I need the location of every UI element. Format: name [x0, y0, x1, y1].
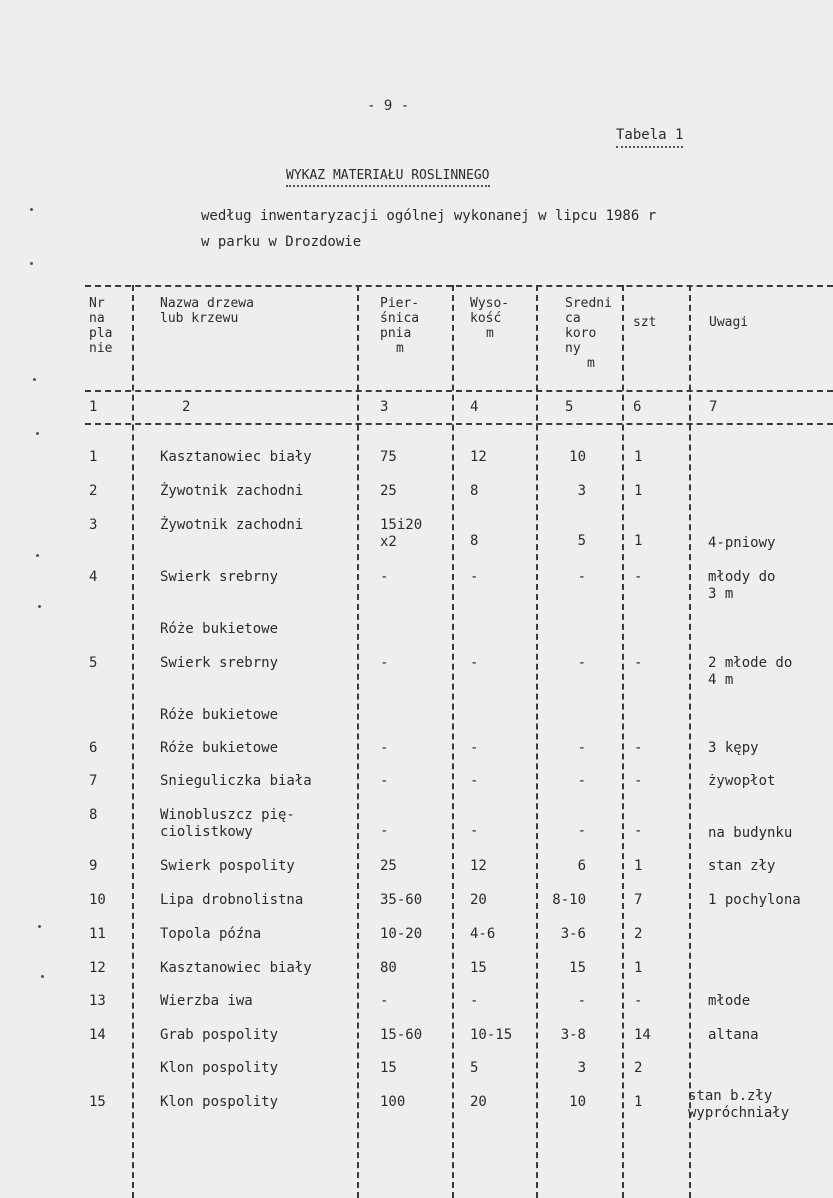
- cell-line: Winobluszcz pię-: [160, 807, 295, 823]
- cell-line: x2: [380, 534, 397, 550]
- cell-crown: -: [577, 993, 586, 1009]
- cell-name: [160, 807, 352, 841]
- table-label: Tabela 1: [616, 127, 683, 148]
- column-divider: [689, 285, 691, 1198]
- cell-height: -: [470, 569, 479, 585]
- cell-name: Klon pospolity: [160, 1094, 279, 1110]
- cell-notes: 3 kępy: [708, 740, 759, 756]
- margin-dot: [30, 262, 33, 265]
- cell-notes: na budynku: [708, 825, 793, 841]
- header-text: Wyso-: [470, 296, 510, 311]
- header-text: Nazwa drzewa: [160, 296, 254, 311]
- cell-notes: stan zły: [708, 858, 776, 874]
- column-divider: [132, 285, 134, 1198]
- header-count: [633, 315, 656, 330]
- column-number: 4: [470, 399, 479, 415]
- cell-line: wypróchniały: [688, 1105, 790, 1121]
- column-divider: [622, 285, 624, 1198]
- cell-count: -: [634, 569, 643, 585]
- cell-height: 4-6: [470, 926, 496, 942]
- header-notes: [709, 315, 748, 330]
- cell-height: 15: [470, 960, 487, 976]
- cell-name: Lipa drobnolistna: [160, 892, 304, 908]
- cell-height: 8: [470, 533, 479, 549]
- cell-circ: 35-60: [380, 892, 423, 908]
- cell-nr: 11: [89, 926, 106, 942]
- cell-name: Swierk srebrny: [160, 655, 279, 671]
- cell-line: młody do: [708, 569, 776, 585]
- header-text: koro: [565, 326, 597, 341]
- header-bottom-rule: [85, 390, 833, 392]
- cell-circ: 25: [380, 483, 397, 499]
- cell-count: -: [634, 823, 643, 839]
- margin-dot: [38, 605, 41, 608]
- cell-line: 4 m: [708, 672, 734, 688]
- cell-notes: żywopłot: [708, 773, 776, 789]
- header-text: na: [89, 311, 105, 326]
- cell-circ: -: [380, 740, 389, 756]
- cell-height: -: [470, 655, 479, 671]
- header-text: Pier-: [380, 296, 420, 311]
- header-text: ny: [565, 341, 581, 356]
- header-crown: [565, 296, 612, 371]
- cell-circ: 10-20: [380, 926, 423, 942]
- cell-crown: 6: [577, 858, 586, 874]
- table-top-rule: [85, 285, 833, 287]
- cell-name: Róże bukietowe: [160, 707, 279, 723]
- cell-name: Grab pospolity: [160, 1027, 279, 1043]
- cell-count: 7: [634, 892, 643, 908]
- cell-height: 20: [470, 1094, 487, 1110]
- cell-nr: 10: [89, 892, 106, 908]
- cell-line: 15i20: [380, 517, 423, 533]
- header-text: m: [587, 356, 595, 371]
- header-name: [160, 296, 254, 326]
- cell-name: Wierzba iwa: [160, 993, 253, 1009]
- page-number: - 9 -: [367, 98, 410, 114]
- margin-dot: [30, 208, 33, 211]
- header-text: szt: [633, 315, 657, 330]
- cell-crown: -: [577, 773, 586, 789]
- cell-height: 20: [470, 892, 487, 908]
- cell-line: 2 młode do: [708, 655, 793, 671]
- cell-nr: 5: [89, 655, 98, 671]
- cell-count: 2: [634, 1060, 643, 1076]
- cell-count: 1: [634, 483, 643, 499]
- cell-notes: [708, 569, 830, 603]
- cell-count: 2: [634, 926, 643, 942]
- cell-nr: 4: [89, 569, 98, 585]
- cell-height: -: [470, 993, 479, 1009]
- cell-crown: 3-8: [560, 1027, 586, 1043]
- cell-crown: 3-6: [560, 926, 586, 942]
- cell-nr: 13: [89, 993, 106, 1009]
- cell-height: 8: [470, 483, 479, 499]
- cell-name: Żywotnik zachodni: [160, 483, 304, 499]
- header-text: m: [486, 326, 494, 341]
- cell-nr: 12: [89, 960, 106, 976]
- cell-circ: 15: [380, 1060, 397, 1076]
- cell-name: Swierk pospolity: [160, 858, 295, 874]
- header-text: Sredni: [565, 296, 612, 311]
- header-text: śnica: [380, 311, 420, 326]
- cell-height: -: [470, 773, 479, 789]
- cell-circ: -: [380, 655, 389, 671]
- cell-nr: 15: [89, 1094, 106, 1110]
- cell-name: Swierk srebrny: [160, 569, 279, 585]
- cell-crown: 15: [569, 960, 586, 976]
- header-text: nie: [89, 341, 113, 356]
- cell-crown: 10: [569, 1094, 586, 1110]
- header-text: ca: [565, 311, 581, 326]
- cell-line: ciolistkowy: [160, 824, 253, 840]
- cell-crown: -: [577, 569, 586, 585]
- column-number: 3: [380, 399, 389, 415]
- cell-nr: 7: [89, 773, 98, 789]
- header-text: lub krzewu: [160, 311, 239, 326]
- header-text: m: [396, 341, 404, 356]
- cell-crown: 10: [569, 449, 586, 465]
- margin-dot: [33, 378, 36, 381]
- cell-name: Klon pospolity: [160, 1060, 279, 1076]
- column-number: 2: [182, 399, 191, 415]
- cell-name: Kasztanowiec biały: [160, 960, 312, 976]
- header-text: Nr: [89, 296, 105, 311]
- cell-height: -: [470, 823, 479, 839]
- cell-nr: 9: [89, 858, 98, 874]
- cell-nr: 6: [89, 740, 98, 756]
- cell-name: Snieguliczka biała: [160, 773, 312, 789]
- column-number: 6: [633, 399, 642, 415]
- column-number: 7: [709, 399, 718, 415]
- subtitle-line-1: według inwentaryzacji ogólnej wykonanej w lipcu 1986 r: [201, 208, 657, 224]
- cell-height: 5: [470, 1060, 479, 1076]
- cell-crown: 3: [577, 1060, 586, 1076]
- cell-notes: altana: [708, 1027, 759, 1043]
- cell-circ: 15-60: [380, 1027, 423, 1043]
- header-text: pnia: [380, 326, 412, 341]
- cell-count: 14: [634, 1027, 651, 1043]
- cell-nr: 3: [89, 517, 98, 533]
- cell-circ: -: [380, 823, 389, 839]
- cell-count: 1: [634, 533, 643, 549]
- cell-count: 1: [634, 449, 643, 465]
- cell-crown: -: [577, 740, 586, 756]
- cell-count: -: [634, 740, 643, 756]
- column-divider: [536, 285, 538, 1198]
- column-number: 1: [89, 399, 98, 415]
- cell-notes: [688, 1088, 810, 1122]
- header-height: [470, 296, 509, 341]
- cell-count: 1: [634, 1094, 643, 1110]
- cell-crown: 8-10: [552, 892, 586, 908]
- cell-nr: 1: [89, 449, 98, 465]
- cell-name: Topola późna: [160, 926, 262, 942]
- column-number: 5: [565, 399, 574, 415]
- margin-dot: [36, 432, 39, 435]
- cell-notes: 1 pochylona: [708, 892, 801, 908]
- cell-count: -: [634, 993, 643, 1009]
- table-heading: WYKAZ MATERIAŁU ROSLINNEGO: [286, 168, 490, 187]
- cell-crown: -: [577, 655, 586, 671]
- margin-dot: [41, 975, 44, 978]
- cell-circ: [380, 517, 440, 551]
- cell-count: -: [634, 773, 643, 789]
- cell-notes: młode: [708, 993, 751, 1009]
- cell-height: 12: [470, 449, 487, 465]
- header-circumference: [380, 296, 419, 356]
- cell-crown: 3: [577, 483, 586, 499]
- cell-name: Kasztanowiec biały: [160, 449, 312, 465]
- cell-count: 1: [634, 858, 643, 874]
- cell-name: Róże bukietowe: [160, 621, 279, 637]
- cell-circ: -: [380, 569, 389, 585]
- colnum-bottom-rule: [85, 423, 833, 425]
- header-text: Uwagi: [709, 315, 749, 330]
- cell-height: -: [470, 740, 479, 756]
- cell-count: 1: [634, 960, 643, 976]
- margin-dot: [36, 554, 39, 557]
- column-divider: [357, 285, 359, 1198]
- cell-height: 12: [470, 858, 487, 874]
- cell-count: -: [634, 655, 643, 671]
- cell-notes: 4-pniowy: [708, 535, 776, 551]
- cell-circ: 75: [380, 449, 397, 465]
- cell-name: Róże bukietowe: [160, 740, 279, 756]
- cell-nr: 8: [89, 807, 98, 823]
- cell-circ: -: [380, 993, 389, 1009]
- cell-name: Żywotnik zachodni: [160, 517, 304, 533]
- cell-circ: 100: [380, 1094, 406, 1110]
- header-nr: [89, 296, 112, 356]
- cell-line: stan b.zły: [688, 1088, 773, 1104]
- header-text: kość: [470, 311, 502, 326]
- cell-line: 3 m: [708, 586, 734, 602]
- subtitle-line-2: w parku w Drozdowie: [201, 234, 362, 250]
- column-divider: [452, 285, 454, 1198]
- cell-circ: 80: [380, 960, 397, 976]
- cell-circ: 25: [380, 858, 397, 874]
- cell-crown: 5: [577, 533, 586, 549]
- cell-notes: [708, 655, 830, 689]
- margin-dot: [38, 925, 41, 928]
- cell-nr: 14: [89, 1027, 106, 1043]
- cell-crown: -: [577, 823, 586, 839]
- cell-height: 10-15: [470, 1027, 513, 1043]
- cell-circ: -: [380, 773, 389, 789]
- header-text: pla: [89, 326, 113, 341]
- cell-nr: 2: [89, 483, 98, 499]
